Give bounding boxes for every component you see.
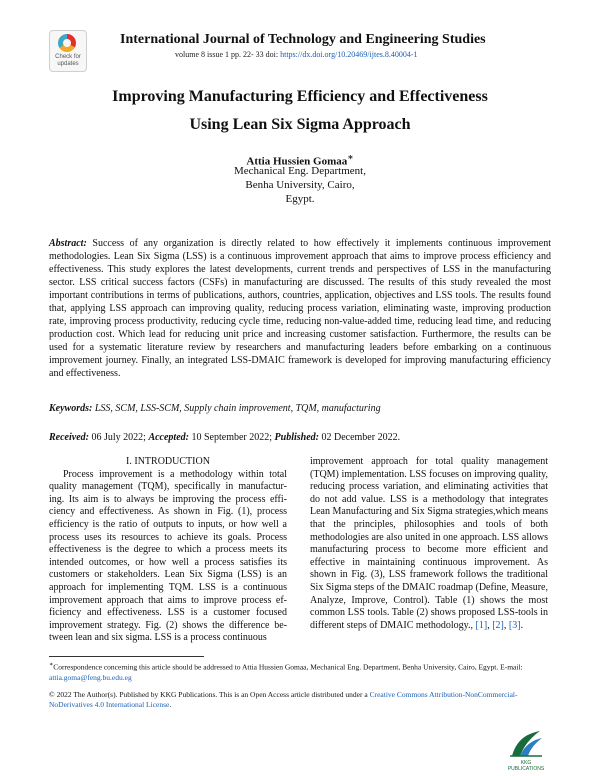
footnote-rule (49, 656, 204, 657)
article-title-line2: Using Lean Six Sigma Approach (189, 116, 411, 133)
ref-link-1[interactable]: [1] (475, 619, 488, 631)
affiliation-univ: Benha University, Cairo, (245, 179, 355, 191)
journal-title: International Journal of Technology and Engineering Studies (120, 32, 486, 47)
published-label: Published: (274, 432, 319, 443)
published-date: 02 December 2022. (321, 432, 401, 443)
volume-line (175, 50, 418, 59)
badge-line2: updates (57, 61, 79, 67)
badge-line1: Check for (55, 54, 81, 60)
abstract-label: Abstract: (49, 238, 87, 249)
cc-license-link[interactable]: Creative Commons Attribution-NonCommercial-NoDerivatives 4.0 International License (49, 690, 518, 709)
license-statement (49, 690, 551, 710)
accepted-label: Accepted: (148, 432, 189, 443)
doi-link[interactable]: https://dx.doi.org/10.20469/ijtes.8.40004-1 (280, 50, 418, 59)
author-mark: ∗ (347, 152, 354, 162)
affiliation-dept: Mechanical Eng. Department, (234, 165, 366, 177)
article-dates (49, 431, 551, 444)
abstract (49, 237, 551, 380)
volume-info: volume 8 issue 1 pp. 22- 33 doi: (175, 50, 279, 59)
check-for-updates-badge[interactable] (49, 30, 87, 72)
author-name: Attia Hussien Gomaa (246, 155, 348, 168)
body-column-right: improvement approach for total quality management (TQM) implementation. LSS focuses on improving quality, reducing process variation, and eliminating activities that do not add value. LSS is a methodology that integrates Lean Manufacturing and Six Sigma strategies,which means that the principles, philosophies and tools of both methodologies are also united in one approach. LSS allows manufacturing process to become more efficient and effective in maintaining continuous improvement. As shown in Fig. (3), LSS framework follows the traditional Six Sigma steps of the DMAIC roadmap (Define, Measure, Analyze, Improve, Control). Table (1) shows the most common LSS tools. Table (2) shows proposed LSS-tools in different steps of DMAIC methodology., [1], [2], [3]. (310, 456, 548, 631)
keywords-text: LSS, SCM, LSS-SCM, Supply chain improvement, TQM, manufacturing (94, 403, 381, 414)
received-date: 06 July 2022; (91, 432, 146, 443)
publisher-logo-icon (506, 728, 546, 760)
ref-link-3[interactable]: [3] (508, 619, 521, 631)
publisher-logo (506, 728, 546, 772)
accepted-date: 10 September 2022; (191, 432, 273, 443)
ref-link-2[interactable]: [2] (492, 619, 504, 631)
footnote-email[interactable]: attia.goma@feng.bu.edu.eg (49, 672, 132, 682)
footnote-mark: ∗ (49, 661, 54, 668)
footnote-text: Correspondence concerning this article should be addressed to Attia Hussien Gomaa, Mechanical Eng. Department, Benha University, Cairo, Egypt. E-mail: (53, 662, 523, 672)
keywords (49, 402, 551, 415)
intro-paragraph-1: Process improvement is a methodology within total quality management (TQM), specifically in manufactur-ing. Its aim is to always be improving the process effi-ciency and effectiveness. As shown in Fig. (1), process efficiency is the ratio of outputs to inputs, or how well a process uses its resources to achieve its goals. Process effectiveness is the degree to which a process meets its intended outcomes, or how well a process satisfies its customers or stakeholders. Lean Six Sigma (LSS) is an approach for implementing TQM. LSS is a continuous improvement approach that aims to improve process ef-ficiency and effectiveness. LSS is a customer focused improvement strategy. Fig. (2) shows the difference be-tween lean and six sigma. LSS is a process continuous (49, 468, 287, 644)
crossmark-icon (58, 34, 76, 52)
affiliation-country: Egypt. (285, 193, 315, 205)
license-prefix: © 2022 The Author(s). Published by KKG Publications. This is an Open Access article distributed under a (49, 690, 368, 699)
received-label: Received: (49, 432, 89, 443)
section-heading: I. INTRODUCTION (126, 456, 210, 467)
keywords-label: Keywords: (49, 403, 93, 414)
license-suffix: . (169, 700, 172, 709)
footnote (49, 660, 551, 683)
abstract-text: Success of any organization is directly related to how effectively it implements continuous improvement methodologies. Lean Six Sigma (LSS) is a continuous improvement approach that aims to improve process efficiency and effectiveness. This study explores the latest developments, current trends and perspectives of LSS in the manufacturing sector. LSS critical success factors (CSFs) in manufacturing are discussed. The results of this study revealed the most important contributions in terms of publications, authors, countries, application, objectives and LSS tools. The results found that, applying LSS approach can improving quality, reducing process variation, eliminating waste, improving production rate, improving process productivity, reducing cycle time, reducing non-value-added time, reducing lead time, and reducing production cost. Which lead for reducing unit price and increasing customer satisfaction. Furthermore, the results can be used for a systematic literature review by researchers and manufacturing leaders before embarking on a continuous improvement journey. Finally, an integrated LSS-DMAIC framework is developed for improving manufacturing efficiency and effectiveness. (49, 238, 552, 379)
publisher-name: KKG PUBLICATIONS (507, 760, 545, 772)
intro-paragraph-2: improvement approach for total quality management (TQM) implementation. LSS focuses on improving quality, reducing process variation, and eliminating activities that do not add value. LSS is a methodology that integrates Lean Manufacturing and Six Sigma strategies,which means that the principles, philosophies and tools of both methodologies are also united in one approach. LSS allows manufacturing process to become more efficient and effective in maintaining continuous improvement. As shown in Fig. (3), LSS framework follows the traditional Six Sigma steps of the DMAIC roadmap (Define, Measure, Analyze, Improve, Control). Table (1) shows the most common LSS tools. Table (2) shows proposed LSS-tools in different steps of DMAIC methodology., (310, 456, 548, 631)
body-column-left (49, 456, 287, 645)
article-title-line1: Improving Manufacturing Efficiency and Effectiveness (112, 88, 488, 105)
